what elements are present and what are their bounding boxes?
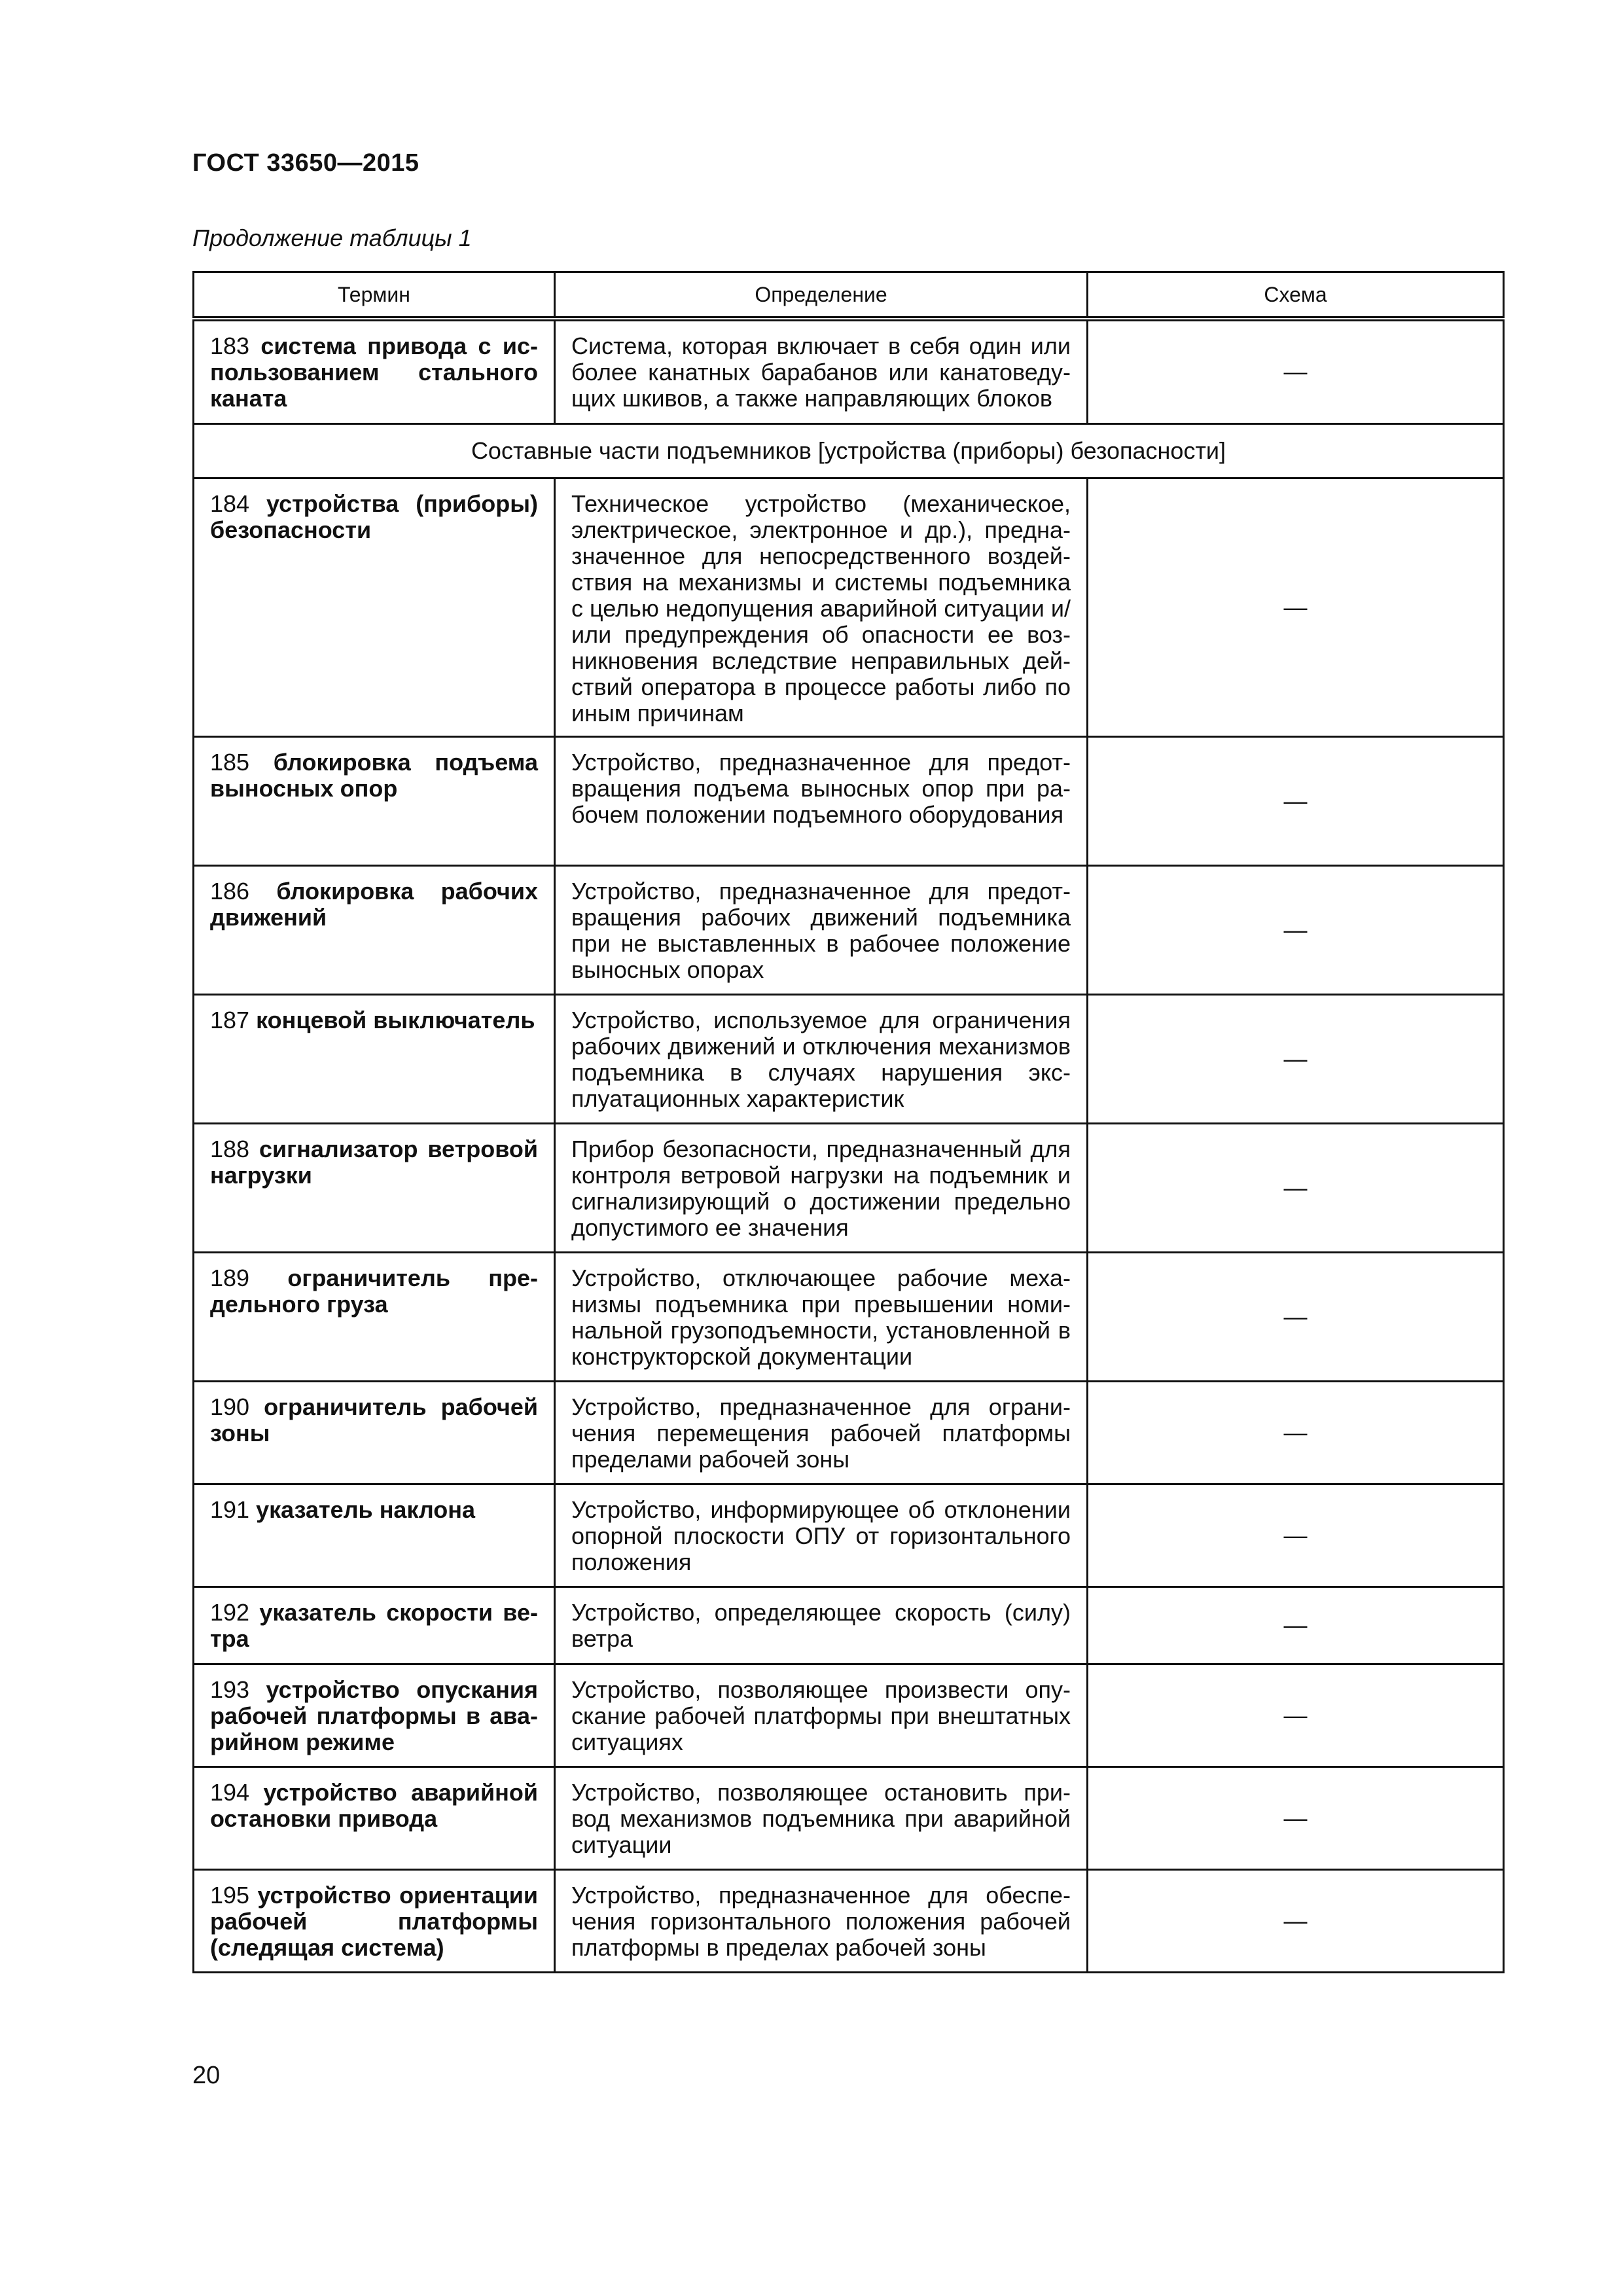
term-cell (194, 994, 555, 1123)
table-row (194, 1252, 1504, 1381)
header-term: Термин (194, 272, 555, 319)
definition-cell: Устройство, предназначенное для предотвращения рабочих движений подъемника при не выставленных в рабочее положение выносных опорах (555, 865, 1088, 994)
definition-cell: Устройство, информирующее об отклонении опорной плоскости ОПУ от горизонтального положения (555, 1484, 1088, 1587)
term-cell (194, 1123, 555, 1252)
table-row (194, 319, 1504, 423)
table-row (194, 736, 1504, 865)
scheme-cell: — (1088, 865, 1504, 994)
term-cell (194, 1381, 555, 1484)
term-cell (194, 1587, 555, 1664)
definition-cell: Устройство, предназначенное для обеспечения горизонтального положения рабочей платформы в пределах рабочей зоны (555, 1869, 1088, 1972)
scheme-cell: — (1088, 1767, 1504, 1869)
term-number: 185 (210, 748, 250, 776)
term-number: 188 (210, 1135, 250, 1162)
term-number: 186 (210, 877, 250, 905)
term-name: система привода с использованием стального каната (210, 332, 538, 412)
term-cell (194, 1664, 555, 1767)
term-name: ограничитель предельного груза (210, 1264, 538, 1318)
term-cell (194, 478, 555, 736)
term-cell (194, 1252, 555, 1381)
term-cell (194, 1869, 555, 1972)
scheme-cell: — (1088, 994, 1504, 1123)
term-cell (194, 865, 555, 994)
scheme-cell: — (1088, 736, 1504, 865)
term-cell (194, 1767, 555, 1869)
term-name: блокировка рабочих движений (210, 877, 538, 931)
table-row (194, 1664, 1504, 1767)
table-row (194, 1767, 1504, 1869)
definition-cell: Устройство, позволяющее остановить привод механизмов подъемника при аварийной ситуации (555, 1767, 1088, 1869)
header-definition: Определение (555, 272, 1088, 319)
term-number: 195 (210, 1881, 250, 1909)
definition-cell: Устройство, предназначенное для предотвращения подъема выносных опор при рабочем положении подъемного оборудования (555, 736, 1088, 865)
table-caption: Продолжение таблицы 1 (192, 224, 472, 251)
term-number: 192 (210, 1598, 250, 1626)
definition-cell: Устройство, предназначенное для ограничения перемещения рабочей платформы пределами рабочей зоны (555, 1381, 1088, 1484)
scheme-cell: — (1088, 1381, 1504, 1484)
term-name: концевой выключатель (256, 1006, 535, 1033)
scheme-cell: — (1088, 478, 1504, 736)
term-name: устройство опускания рабочей платформы в аварийном режиме (210, 1676, 538, 1755)
scheme-cell: — (1088, 1123, 1504, 1252)
term-name: ограничитель рабочей зоны (210, 1393, 538, 1446)
definition-cell: Прибор безопасности, предназначенный для контроля ветровой нагрузки на подъемник и сигнализирующий о достижении предельно допустимого ее значения (555, 1123, 1088, 1252)
definition-cell: Устройство, определяющее скорость (силу) ветра (555, 1587, 1088, 1664)
terms-table (192, 271, 1505, 1973)
term-number: 183 (210, 332, 250, 359)
term-name: указатель скорости ветра (210, 1598, 538, 1652)
scheme-cell: — (1088, 1587, 1504, 1664)
term-cell (194, 1484, 555, 1587)
section-row (194, 423, 1504, 478)
term-number: 194 (210, 1778, 250, 1806)
section-title: Составные части подъемников [устройства (приборы) безопасности] (194, 423, 1504, 478)
term-number: 184 (210, 490, 250, 517)
table-row (194, 1381, 1504, 1484)
term-name: устройства (приборы) безопасности (210, 490, 538, 543)
definition-cell: Устройство, позволяющее произвести опускание рабочей платформы при внештатных ситуациях (555, 1664, 1088, 1767)
term-number: 189 (210, 1264, 250, 1291)
definition-cell: Система, которая включает в себя один или более канатных барабанов или канатоведущих шкивов, а также направляющих блоков (555, 319, 1088, 423)
table-row (194, 865, 1504, 994)
page-number: 20 (192, 2062, 221, 2089)
term-name: устройство аварийной остановки привода (210, 1778, 538, 1832)
term-number: 193 (210, 1676, 250, 1703)
definition-cell: Устройство, отключающее рабочие механизмы подъемника при превышении номинальной грузоподъемности, установленной в конструкторской документации (555, 1252, 1088, 1381)
table-row (194, 478, 1504, 736)
term-cell (194, 736, 555, 865)
table-row (194, 994, 1504, 1123)
scheme-cell: — (1088, 1484, 1504, 1587)
table-header-row (194, 272, 1504, 319)
term-number: 190 (210, 1393, 250, 1420)
term-name: блокировка подъема выносных опор (210, 748, 538, 802)
definition-cell: Техническое устройство (механическое, электрическое, электронное и др.), предназначенное для непосредственного воздействия на механизмы и системы подъемника с целью недопущения аварийной ситуации и/или предупреждения об опасности ее возникновения вследствие неправильных действий оператора в процессе работы либо по иным причинам (555, 478, 1088, 736)
term-number: 187 (210, 1006, 250, 1033)
scheme-cell: — (1088, 1252, 1504, 1381)
definition-cell: Устройство, используемое для ограничения рабочих движений и отключения механизмов подъемника в случаях нарушения эксплуатационных характеристик (555, 994, 1088, 1123)
term-name: указатель наклона (256, 1496, 476, 1523)
table-row (194, 1869, 1504, 1972)
term-name: сигнализатор ветровой нагрузки (210, 1135, 538, 1189)
term-number: 191 (210, 1496, 250, 1523)
document-standard-title: ГОСТ 33650—2015 (192, 149, 419, 177)
term-name: устройство ориентации рабочей платформы (следящая система) (210, 1881, 538, 1961)
term-cell (194, 319, 555, 423)
table-row (194, 1123, 1504, 1252)
table-row (194, 1587, 1504, 1664)
header-scheme: Схема (1088, 272, 1504, 319)
scheme-cell: — (1088, 1869, 1504, 1972)
table-row (194, 1484, 1504, 1587)
scheme-cell: — (1088, 1664, 1504, 1767)
scheme-cell: — (1088, 319, 1504, 423)
